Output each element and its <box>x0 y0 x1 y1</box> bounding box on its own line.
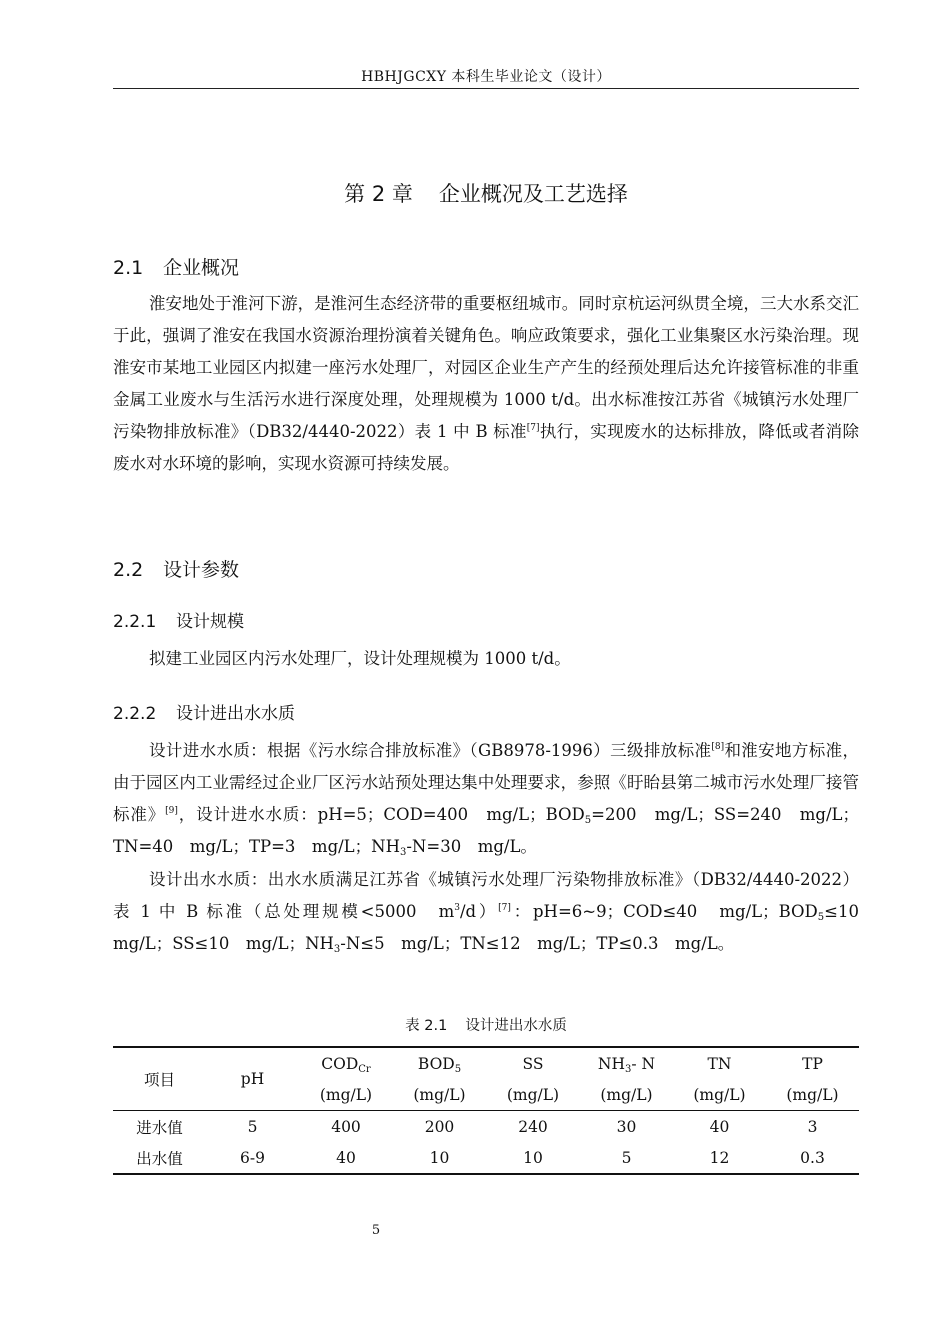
section-title: 企业概况 <box>163 257 240 279</box>
section-number: 2.2.1 <box>113 612 157 632</box>
water-quality-table <box>113 1046 859 1175</box>
table-number: 表 2.1 <box>405 1018 448 1034</box>
table-cell: 30 <box>616 1117 637 1136</box>
table-cell: 400 <box>331 1117 361 1136</box>
row-label: 出水值 <box>136 1149 183 1168</box>
row-label: 进水值 <box>136 1118 183 1137</box>
table-cell: 5 <box>247 1117 258 1136</box>
section-2-2-1-heading <box>113 607 244 632</box>
table-cell: 40 <box>336 1148 356 1167</box>
table-cell: 3 <box>807 1117 818 1136</box>
section-number: 2.2.2 <box>113 704 157 724</box>
chapter-number: 第 2 章 <box>344 182 413 206</box>
header-ss: SS <box>522 1054 544 1073</box>
table-cell: 6-9 <box>240 1148 265 1167</box>
unit-cell: (mg/L) <box>580 1079 673 1111</box>
unit-cell: (mg/L) <box>486 1079 580 1111</box>
citation: [7] <box>498 903 511 913</box>
header-tn: TN <box>707 1054 732 1073</box>
section-2-1-paragraph: 淮安地处于淮河下游，是淮河生态经济带的重要枢纽城市。同时京杭运河纵贯全境，三大水系交汇于此，强调了淮安在我国水资源治理扮演着关键角色。响应政策要求，强化工业集聚区水污染治理。现淮安市某地工业园区内拟建一座污水处理厂，对园区企业生产产生的经预处理后达允许接管标准的非重金属工业废水与生活污水进行深度处理，处理规模为 1000 t/d。出水标准按江苏省《城镇污水处理厂污染物排放标准》（DB32/4440-2022）表 1 中 B 标准[7]执行，实现废水的达标排放，降低或者消除废水对水环境的影响，实现水资源可持续发展。 <box>113 294 859 473</box>
citation: [8] <box>711 742 725 752</box>
section-title: 设计规模 <box>176 612 244 632</box>
section-2-2-2-heading <box>113 699 295 724</box>
table-caption <box>113 1014 859 1035</box>
chapter-title <box>113 178 859 208</box>
page-number: 5 <box>371 1223 381 1238</box>
unit-cell: (mg/L) <box>766 1079 859 1111</box>
table-cell: 10 <box>429 1148 450 1167</box>
header-rule <box>113 88 859 89</box>
header-bod: $BOD_5$ <box>417 1054 462 1075</box>
table-cell: 40 <box>709 1117 730 1136</box>
unit-cell: (mg/L) <box>393 1079 486 1111</box>
citation: [7] <box>526 423 540 433</box>
table-cell: 200 <box>424 1117 455 1136</box>
outflow-quality-paragraph: 设计出水水质：出水水质满足江苏省《城镇污水处理厂污染物排放标准》（DB32/4440-2022）表 1 中 B 标准（总处理规模<5000 $m^3/d)[7]$：pH=6~9；COD≤40 mg/L；$BOD_5\le 10$ mg/L；SS≤10 mg/L；$NH_3-N\le 5$ mg/L；TN≤12 mg/L；TP≤0.3 mg/L。 <box>113 870 876 955</box>
unit-cell: (mg/L) <box>299 1079 393 1111</box>
section-2-2-heading <box>113 555 239 582</box>
section-number: 2.2 <box>113 559 144 581</box>
table-header-row <box>113 1047 859 1079</box>
header-cod: $COD_{Cr}$ <box>321 1054 371 1075</box>
header-nh3n: $NH_3-$ N <box>597 1054 656 1075</box>
table-cell: 5 <box>621 1148 632 1167</box>
chapter-name: 企业概况及工艺选择 <box>438 182 628 206</box>
header-tp: TP <box>802 1054 823 1073</box>
header-item: 项目 <box>113 1047 206 1111</box>
table-cell: 0.3 <box>800 1148 825 1167</box>
citation: [9] <box>165 806 178 816</box>
inflow-quality-paragraph: 设计进水水质：根据《污水综合排放标准》（GB8978-1996）三级排放标准[8]和淮安地方标准，由于园区内工业需经过企业厂区污水站预处理达集中处理要求，参照《盱眙县第二城市污水处理厂接管标准》[9]，设计进水水质：pH=5；COD=400 mg/L；$BOD_5=200$ mg/L；SS=240 mg/L；TN=40 mg/L；TP=3 mg/L；$NH_3-N=30$ mg/L。 <box>113 741 860 858</box>
running-header: HBHJGCXY 本科生毕业论文（设计） <box>361 69 611 85</box>
table-cell: 12 <box>709 1148 730 1167</box>
section-title: 设计参数 <box>163 559 240 581</box>
unit-cell: (mg/L) <box>673 1079 766 1111</box>
section-number: 2.1 <box>113 257 144 279</box>
section-2-2-1-paragraph: 拟建工业园区内污水处理厂，设计处理规模为 1000 t/d。 <box>149 649 571 668</box>
table-row <box>113 1111 859 1143</box>
table-row <box>113 1142 859 1174</box>
header-ph: pH <box>206 1047 299 1111</box>
section-2-1-heading <box>113 253 239 280</box>
section-title: 设计进出水水质 <box>176 704 295 724</box>
table-cell: 240 <box>518 1117 548 1136</box>
table-title: 设计进出水水质 <box>465 1018 567 1034</box>
table-cell: 10 <box>523 1148 543 1167</box>
